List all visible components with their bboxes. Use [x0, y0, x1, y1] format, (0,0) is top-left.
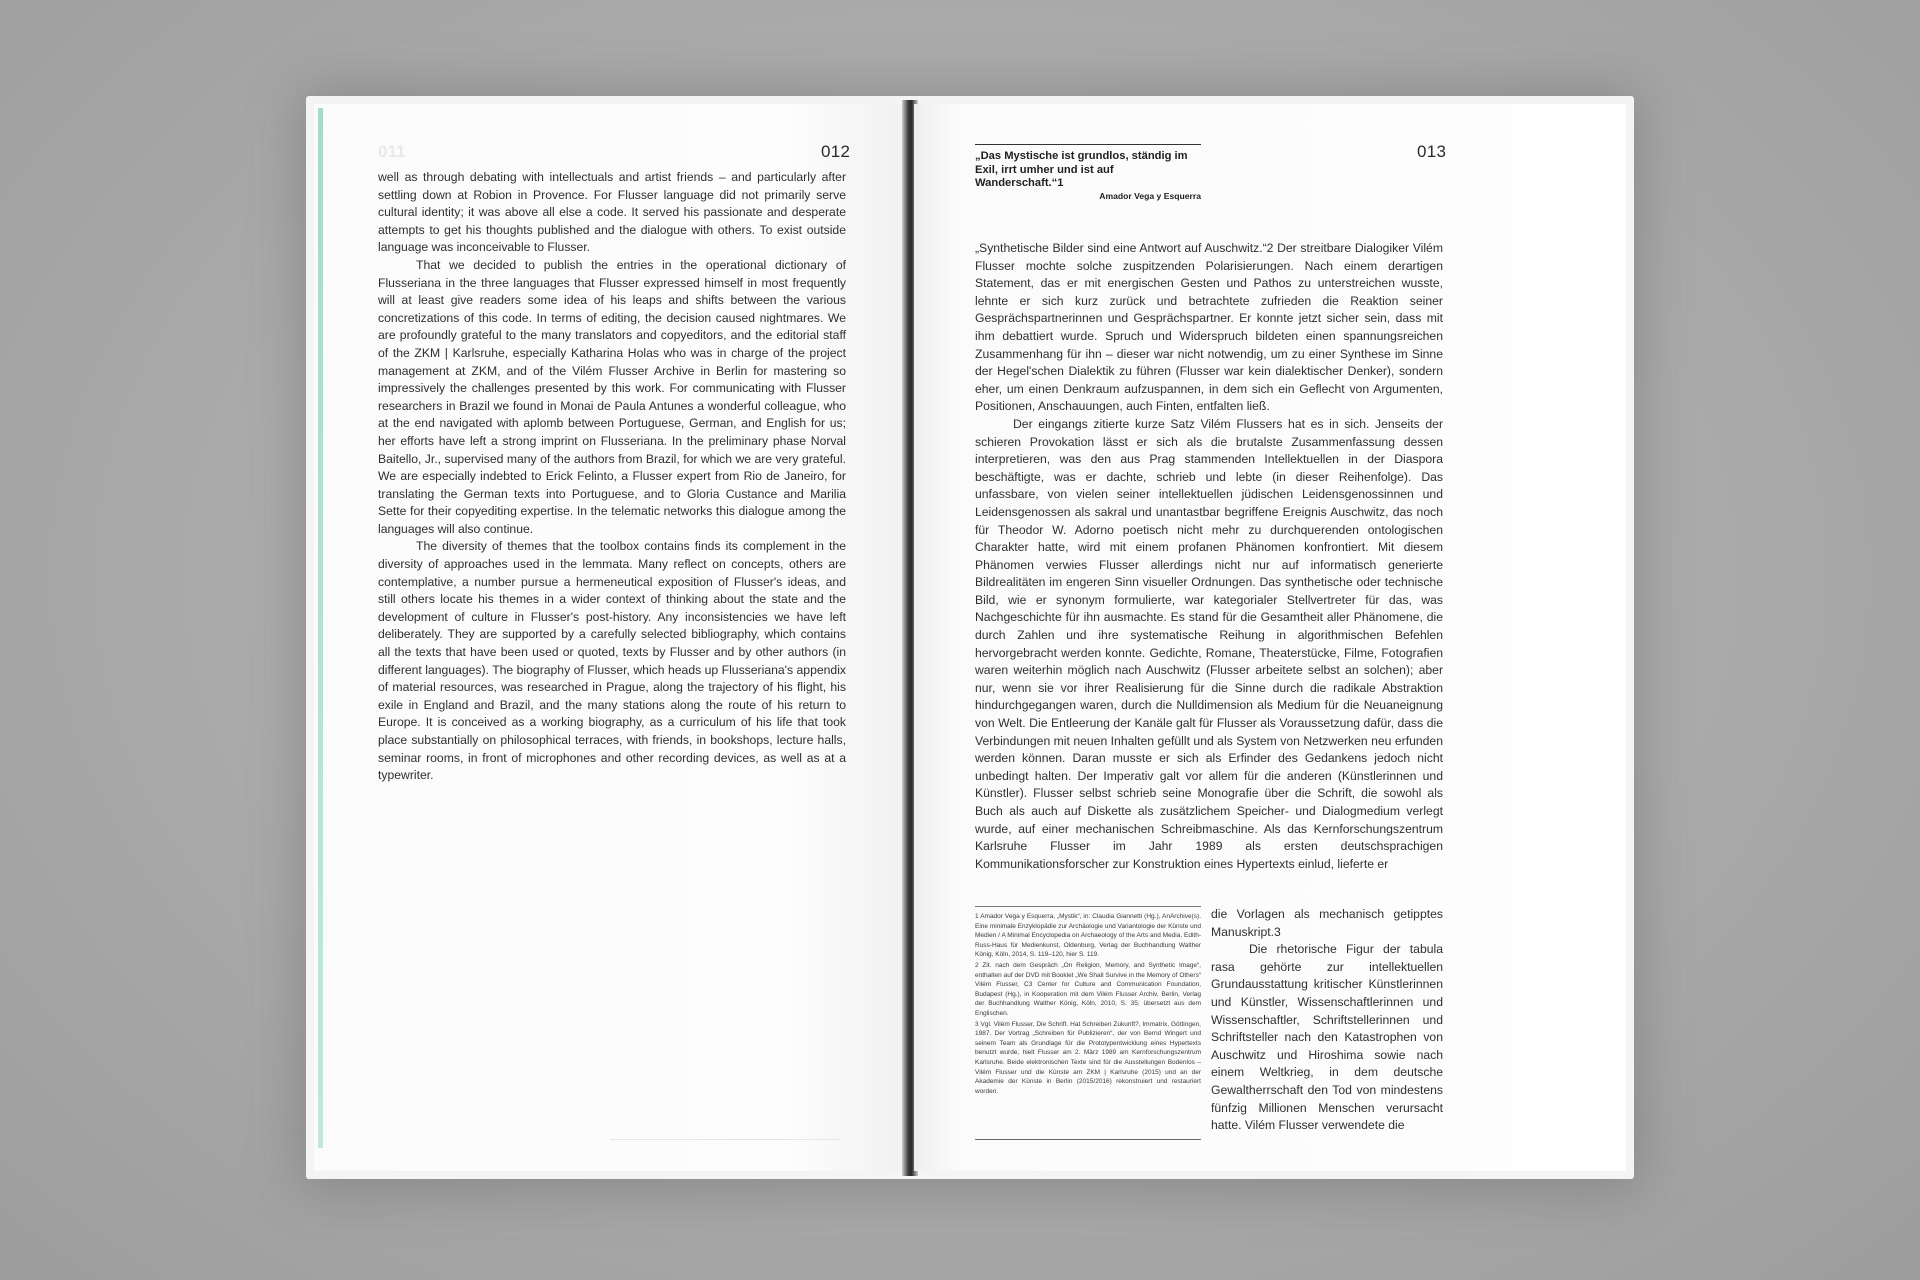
show-through-page-number: 011 — [378, 142, 406, 161]
paragraph: Die rhetorische Figur der tabula rasa gehörte zur intellektuellen Grundausstattung kritischer Künstlerinnen und Künstler, Wissenschaftlerinnen und Wissenschaftler, Schriftstellerinnen und Schriftsteller nach den Katastrophen von Auschwitz und Hiroshima sowie nach einem Weltkrieg, in dem deutsche Gewaltherrschaft den Tod von mindestens fünfzig Millionen Menschen verursacht hatte. Vilém Flusser verwendete die — [1211, 942, 1443, 1133]
page-number-right: 013 — [1417, 142, 1447, 161]
right-narrow-text — [1211, 906, 1443, 1135]
paragraph: The diversity of themes that the toolbox contains finds its complement in the diversity of approaches used in the lemmata. Many reflect on concepts, others are contemplative, a number pursue a hermeneutical exposition of Flusser's ideas, and still others locate his themes in a wider context of thinking about the state and the development of culture in Flusser's post-history. Any inconsistencies we have left deliberately. They are supported by a carefully selected bibliography, which contains all the texts that have been used or quoted, texts by Flusser and by other authors (in different languages). The biography of Flusser, which heads up Flusseriana's appendix of material resources, was researched in Prague, along the trajectory of his flight, his exile in England and Brazil, and the many stations along the route of his return to Europe. It is conceived as a working biography, as a curriculum of his life that took place substantially on philosophical terraces, with friends, in bookshops, lecture halls, seminar rooms, in front of microphones and other recording devices, as well as at a typewriter. — [378, 539, 846, 783]
footnote-bottom-rule — [975, 1139, 1201, 1140]
footnotes — [975, 912, 1201, 1097]
footnote: 1 Amador Vega y Esquerra, „Mystik“, in: Claudia Giannetti (Hg.), AnArchive(s). Eine minimale Enzyklopädie zur Archäologie und Variantologie der Künste und Medien / A Minimal Encyclopedia on Archaeology of the Arts and Media, Edith-Russ-Haus für Medienkunst, Oldenburg, Verlag der Buchhandlung Walther König, Köln, 2014, S. 119–120, hier S. 119. — [975, 913, 1201, 959]
paragraph: die Vorlagen als mechanisch getipptes Manuskript.3 — [1211, 907, 1443, 939]
paragraph: Der eingangs zitierte kurze Satz Vilém Flussers hat es in sich. Jenseits der schieren Provokation lässt er sich als die brutalste Zusammenfassung dessen interpretieren, was den aus Prag stammenden Intellektuellen in der Diaspora beschäftigte, was er dachte, schrieb und lebte (in dieser Reihenfolge). Das unfassbare, von vielen seiner intellektuellen jüdischen Leidensgenossinnen und Leidensgenossen als sakral und unantastbar begriffene Ereignis Auschwitz, das noch für Theodor W. Adorno poetisch nicht mehr zu durchquerenden ontologischen Charakter hatte, wird mit einem profanen Phänomen konfrontiert. Mit diesem Phänomen verwies Flusser allerdings nicht nur auf informatisch generierte Bildrealitäten im engeren Sinn visueller Ordnungen. Das synthetische oder technische Bild, wie er synonym formulierte, war kategorialer Stellvertreter für das, was Nachgeschichte für ihn ausmachte. Es stand für die Gesamtheit aller Phänomene, die durch Zahlen und ihre systematische Reihung in algorithmischen Befehlen hervorgebracht werden konnte. Gedichte, Romane, Theaterstücke, Filme, Fotografien waren weiterhin möglich nach Auschwitz (Flusser arbeitete selbst an solchen); aber nur, wenn sie vor ihrer Realisierung für die Sinne durch die radikale Abstraktion hindurchgegangen waren, durch die Nulldimension als Medium für die Neuaneignung von Welt. Die Entleerung der Kanäle galt für Flusser als Voraussetzung dafür, dass die Verbindungen mit neuen Inhalten gefüllt und als System von Netzwerken neu erfunden werden können. Daran musste er sich als Erfinder des Gedankens jedoch nicht unbedingt halten. Der Imperativ galt vor allem für die anderen (Künstlerinnen und Künstler). Flusser selbst schrieb seine Monografie über die Schrift, die sowohl als Buch als auch auf Diskette als zusätzlichem Speicher- und Dialogmedium verlegt wurde, auf einer mechanischen Schreibmaschine. Als das Kernforschungszentrum Karlsruhe Flusser im Jahr 1989 als ersten deutschsprachigen Kommunikationsforscher zur Konstruktion eines Hypertexts einlud, lieferte er — [975, 416, 1443, 871]
paragraph: well as through debating with intellectuals and artist friends – and particularly after settling down at Robion in Provence. For Flusser language did not primarily serve cultural identity; it was above all else a code. It served his passionate and desperate attempts to get his thoughts published and the dialogue with others. To exist outside language was inconceivable to Flusser. — [378, 170, 846, 255]
paragraph: „Synthetische Bilder sind eine Antwort auf Auschwitz.“2 Der streitbare Dialogiker Vilém Flusser mochte solche zuspitzenden Polarisierungen. Nach einem derartigen Statement, das er mit energischen Gesten und Pathos zu unterstreichen wusste, lehnte er sich kurz zurück und betrachtete zufrieden die Reaktion seiner Gesprächspartnerinnen und Gesprächspartner. Er konnte jetzt sicher sein, dass mit ihm debattiert wurde. Spruch und Widerspruch bildeten einen spannungsreichen Zusammenhang für ihn – dieser war nicht notwendig, um zu einer Synthese im Sinne der Hegel'schen Dialektik zu führen (Flusser war kein dialektischer Denker), sondern eher, um einen Denkraum aufzuspannen, in dem sich ein Geflecht von Argumenten, Positionen, Anschauungen, auch Finten, entfalten ließ. — [975, 241, 1443, 414]
left-body-text — [378, 169, 846, 785]
right-body-text — [975, 240, 1443, 873]
epigraph-attribution: Amador Vega y Esquerra — [1099, 191, 1201, 201]
show-through-rule — [610, 1139, 840, 1140]
epigraph-quote: „Das Mystische ist grundlos, ständig im Exil, irrt umher und ist auf Wanderschaft.“1 — [975, 150, 1188, 190]
page-number-left: 012 — [821, 142, 851, 161]
footnote: 3 Vgl. Vilém Flusser, Die Schrift. Hat Schreiben Zukunft?, Immatrix, Göttingen, 1987. Der Vortrag „Schreiben für Publizieren“, der von Bernd Wingert und seinem Team als Grundlage für die Prototypentwicklung eines Hypertexts benutzt wurde, hielt Flusser am 2. März 1989 am Kernforschungszentrum Karlsruhe. Beide elektronischen Texte sind für die Ausstellungen Bodenlos – Vilém Flusser und die Künste am ZKM | Karlsruhe (2015) und an der Akademie der Künste in Berlin (2015/2016) rekonstruiert und restauriert worden. — [975, 1020, 1201, 1095]
footnote-rule — [975, 906, 1201, 907]
page-edge-tint — [318, 108, 323, 1148]
paragraph: That we decided to publish the entries in the operational dictionary of Flusseriana in the three languages that Flusser expressed himself in most frequently will at least give readers some idea of his leaps and shifts between the various concretizations of this code. In terms of editing, the decision caused nightmares. We are profoundly grateful to the many translators and copyeditors, and the editorial staff of the ZKM | Karlsruhe, especially Katharina Holas who was in charge of the project management at ZKM, and of the Vilém Flusser Archive in Berlin for mastering so impressively the challenges presented by this work. For communicating with Flusser researchers in Brazil we found in Monai de Paula Antunes a wonderful colleague, who at the end navigated with aplomb between Portuguese, German, and English for us; her efforts have left a strong imprint on Flusseriana. In the preliminary phase Norval Baitello, Jr., supervised many of the authors from Brazil, for which we are very grateful. We are especially indebted to Erick Felinto, a Flusser expert from Rio de Janeiro, for translating the German texts into Portuguese, and to Gloria Custance and Marilia Sette for their copyediting expertise. In the telematic networks this dialogue among the languages will also continue. — [378, 257, 846, 536]
footnote: 2 Zit. nach dem Gespräch „On Religion, Memory, and Synthetic Image“, enthalten auf der DVD mit Booklet „We Shall Survive in the Memory of Others“ Vilém Flusser, C3 Center for Culture and Communication Foundation, Budapest (Hg.), in Kooperation mit dem Vilém Flusser Archiv, Berlin, Verlag der Buchhandlung Walther König, Köln, 2010, S. 35; übersetzt aus dem Englischen. — [975, 961, 1201, 1017]
epigraph-rule — [975, 144, 1201, 145]
